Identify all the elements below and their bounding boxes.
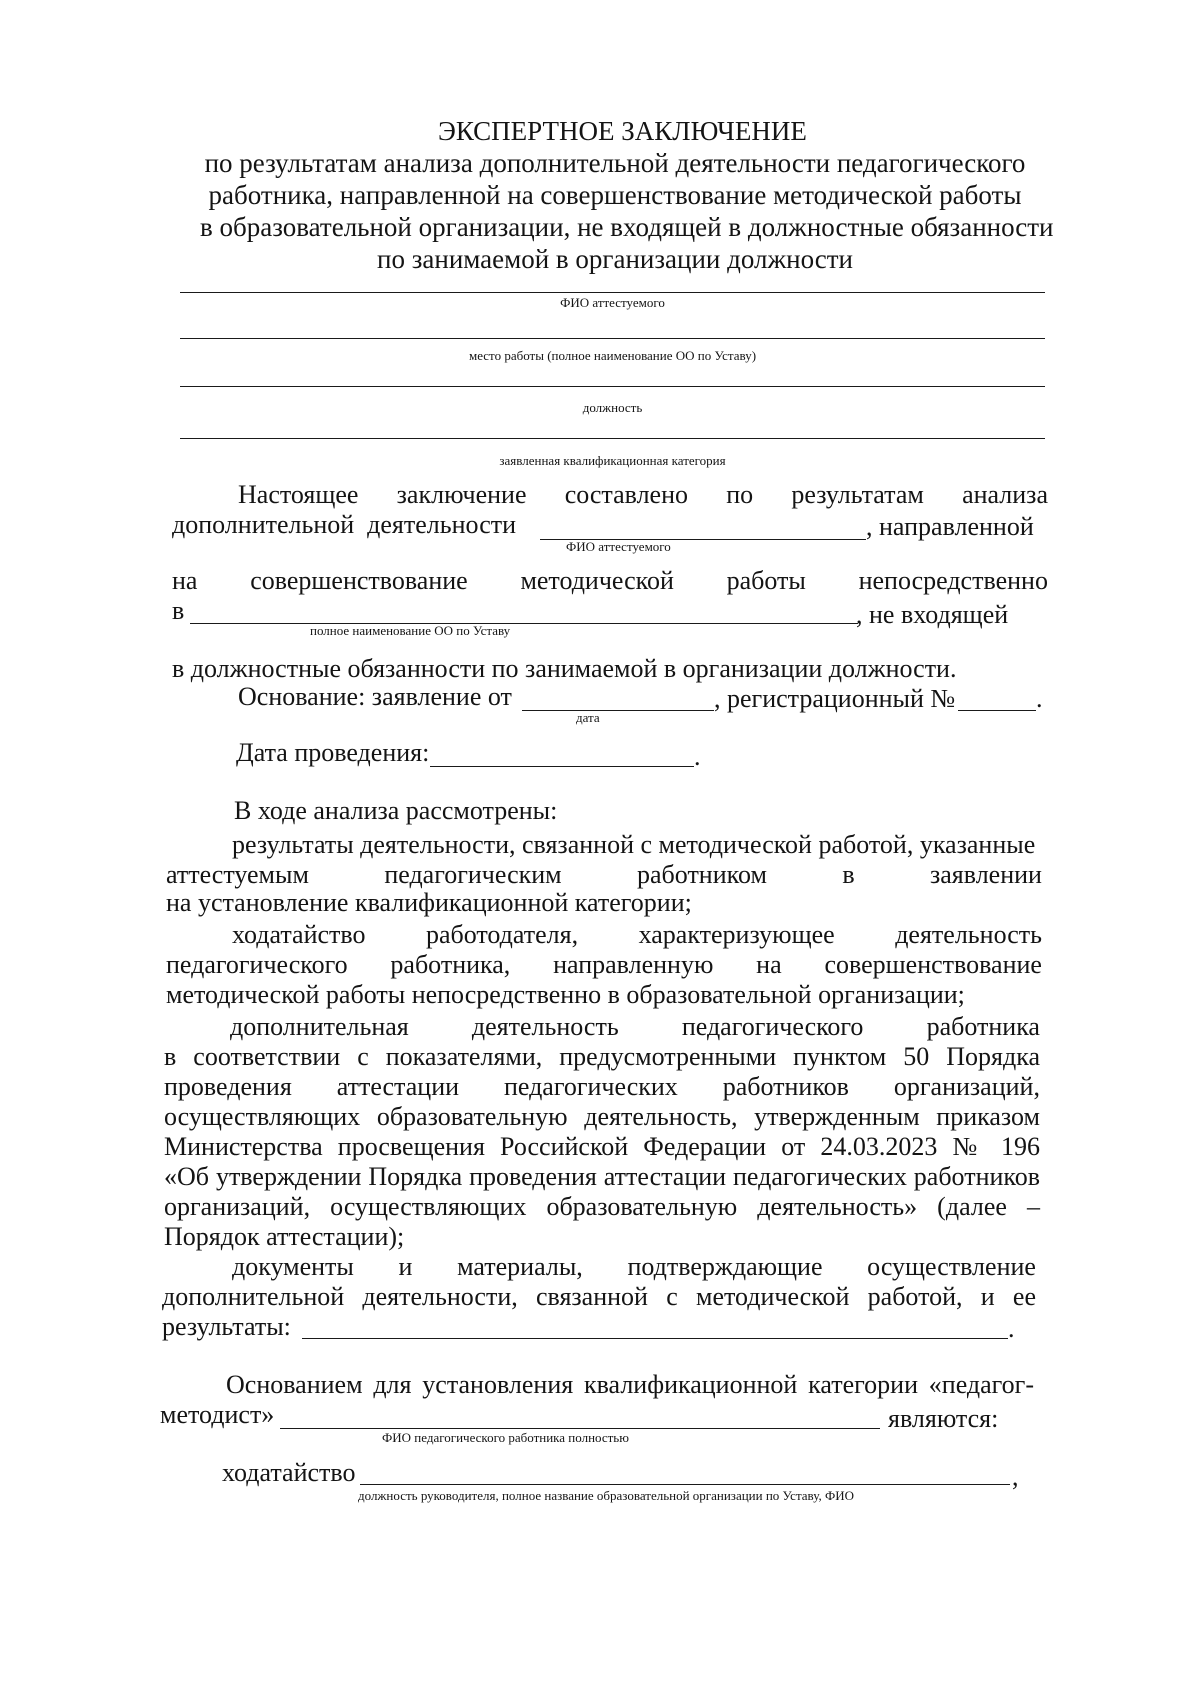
- para1-line-4-end: , не входящей: [856, 600, 1009, 629]
- review-item3-line-4: осуществляющих образовательную деятельность, утвержденным приказом: [164, 1102, 1040, 1131]
- field-line-category[interactable]: [180, 438, 1045, 439]
- subtitle-line-2: работника, направленной на совершенствование методической работы: [208, 180, 1022, 210]
- review-item3-line-8: Порядок аттестации);: [164, 1222, 405, 1251]
- petition-line[interactable]: [360, 1484, 1010, 1485]
- para1-line-4-start: в: [172, 596, 185, 625]
- date-held-label: Дата проведения:: [236, 738, 430, 767]
- para1-line-1: Настоящее заключение составлено по результатам анализа: [238, 480, 1048, 509]
- review-item2-line-1: ходатайство работодателя, характеризующее деятельность: [232, 920, 1042, 949]
- caption-fio-full: ФИО педагогического работника полностью: [382, 1430, 629, 1445]
- date-held-end: .: [694, 742, 701, 771]
- basis-reg-label: , регистрационный №: [714, 684, 956, 713]
- review-item4-end: .: [1008, 1314, 1015, 1343]
- field-line-fio[interactable]: [180, 292, 1045, 293]
- field-line-position[interactable]: [180, 386, 1045, 387]
- date-held-line[interactable]: [430, 766, 694, 767]
- oo-blank-line[interactable]: [190, 623, 858, 624]
- review-item3-line-1: дополнительная деятельность педагогического работника: [230, 1012, 1040, 1041]
- review-item2-line-2: педагогического работника, направленную на совершенствование: [166, 950, 1042, 979]
- review-item1-line-3: на установление квалификационной категории;: [166, 888, 692, 917]
- subtitle-line-3: в образовательной организации, не входящей в должностные обязанности: [200, 212, 1054, 242]
- review-heading: В ходе анализа рассмотрены:: [234, 796, 558, 825]
- review-item4-line-2: дополнительной деятельности, связанной с методической работой, и ее: [162, 1282, 1036, 1311]
- field-caption-position: должность: [582, 400, 643, 415]
- para1-line-2-start: дополнительной деятельности: [172, 510, 517, 539]
- document-title: ЭКСПЕРТНОЕ ЗАКЛЮЧЕНИЕ: [438, 116, 807, 146]
- field-caption-category: заявленная квалификационная категория: [499, 453, 726, 468]
- review-item4-line-3: результаты:: [162, 1312, 291, 1341]
- basis-date-line[interactable]: [522, 710, 714, 711]
- review-item4-line-1: документы и материалы, подтверждающие осуществление: [232, 1252, 1036, 1281]
- grounds-fio-line[interactable]: [280, 1428, 880, 1429]
- field-line-workplace[interactable]: [180, 338, 1045, 339]
- petition-label: ходатайство: [222, 1458, 356, 1487]
- caption-date: дата: [576, 710, 600, 725]
- review-item3-line-3: проведения аттестации педагогических работников организаций,: [164, 1072, 1040, 1101]
- review-item1-line-2: аттестуемым педагогическим работником в заявлении: [166, 860, 1042, 889]
- basis-label: Основание: заявление от: [238, 682, 512, 711]
- review-item2-line-3: методической работы непосредственно в образовательной организации;: [166, 980, 965, 1009]
- caption-fio-inline: ФИО аттестуемого: [566, 539, 671, 554]
- basis-number-line[interactable]: [958, 710, 1036, 711]
- grounds-line-1: Основанием для установления квалификационной категории «педагог-: [226, 1370, 1034, 1399]
- subtitle-line-1: по результатам анализа дополнительной деятельности педагогического: [204, 148, 1026, 178]
- review-item3-line-5: Министерства просвещения Российской Федерации от 24.03.2023 № 196: [164, 1132, 1040, 1161]
- para1-line-5: в должностные обязанности по занимаемой в организации должности.: [172, 654, 957, 683]
- para1-line-3: на совершенствование методической работы непосредственно: [172, 566, 1048, 595]
- field-caption-fio: ФИО аттестуемого: [560, 295, 665, 310]
- subtitle-line-4: по занимаемой в организации должности: [377, 244, 853, 274]
- review-item1-line-1: результаты деятельности, связанной с методической работой, указанные: [232, 830, 1036, 859]
- caption-oo-inline: полное наименование ОО по Уставу: [310, 623, 511, 638]
- results-blank-line[interactable]: [302, 1338, 1008, 1339]
- review-item3-line-7: организаций, осуществляющих образовательную деятельность» (далее –: [164, 1192, 1040, 1221]
- basis-end: .: [1036, 684, 1043, 713]
- field-caption-workplace: место работы (полное наименование ОО по Уставу): [468, 348, 757, 363]
- grounds-line-2-end: являются:: [888, 1404, 999, 1433]
- grounds-line-2-start: методист»: [160, 1400, 275, 1429]
- review-item3-line-2: в соответствии с показателями, предусмотренными пунктом 50 Порядка: [164, 1042, 1040, 1071]
- para1-line-2-end: , направленной: [866, 512, 1034, 541]
- petition-end: ,: [1012, 1462, 1019, 1491]
- review-item3-line-6: «Об утверждении Порядка проведения аттестации педагогических работников: [164, 1162, 1040, 1191]
- caption-head: должность руководителя, полное название образовательной организации по Уставу, ФИО: [358, 1488, 854, 1503]
